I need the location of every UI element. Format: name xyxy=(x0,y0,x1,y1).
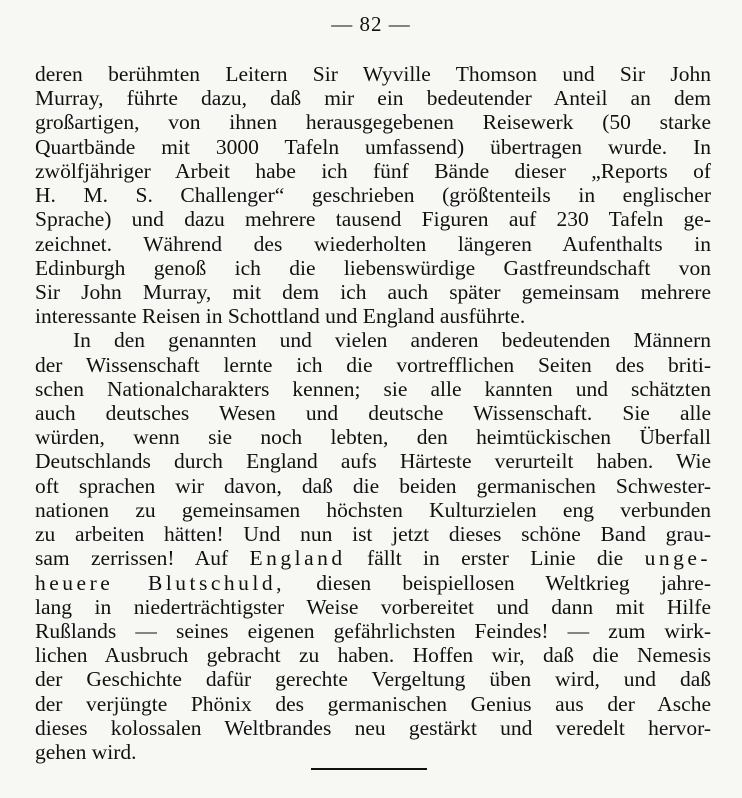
text-segment: diesen beispiellosen Weltkrieg jahre- xyxy=(316,570,711,595)
text-segment: fällt in erster Linie die xyxy=(367,546,624,571)
text-line: der Wissenschaft lernte ich die vortrefflichen Seiten des briti- xyxy=(35,352,711,377)
text-line: oft sprachen wir davon, daß die beiden germanischen Schwester- xyxy=(35,473,711,498)
text-line: zwölfjähriger Arbeit habe ich fünf Bände dieser „Reports of xyxy=(35,158,711,183)
text-line: auch deutsches Wesen und deutsche Wissenschaft. Sie alle xyxy=(35,401,711,425)
text-line: In den genannten und vielen anderen bedeutenden Männern xyxy=(73,328,711,353)
text-line: deren berühmten Leitern Sir Wyville Thomson und Sir John xyxy=(35,62,711,86)
text-line: Murray, führte dazu, daß mir ein bedeutender Anteil an dem xyxy=(35,86,711,111)
text-line: der Geschichte dafür gerechte Vergeltung üben wird, und daß xyxy=(35,667,711,692)
text-line: zeichnet. Während des wiederholten längeren Aufenthalts in xyxy=(35,231,711,256)
text-line: schen Nationalcharakters kennen; sie alle kannten und schätzten xyxy=(35,376,711,401)
text-line: Sir John Murray, mit dem ich auch später gemeinsam mehrere xyxy=(35,279,711,304)
text-line: zu arbeiten hätten! Und nun ist jetzt dieses schöne Band grau- xyxy=(35,522,711,547)
text-line: dieses kolossalen Weltbrandes neu gestärkt und veredelt hervor- xyxy=(35,715,711,740)
page-number: — 82 — xyxy=(331,12,411,36)
text-line: Sprache) und dazu mehrere tausend Figuren auf 230 Tafeln ge- xyxy=(35,207,711,232)
text-line: Quartbände mit 3000 Tafeln umfassend) übertragen wurde. In xyxy=(35,134,711,159)
text-line: Deutschlands durch England aufs Härteste verurteilt haben. Wie xyxy=(35,449,711,474)
end-rule xyxy=(311,768,427,770)
text-line: nationen zu gemeinsamen höchsten Kulturzielen eng verbunden xyxy=(35,497,711,522)
text-line: H. M. S. Challenger“ geschrieben (größtenteils in englischer xyxy=(35,183,711,208)
text-line: großartigen, von ihnen herausgegebenen Reisewerk (50 starke xyxy=(35,110,711,135)
text-line: lichen Ausbruch gebracht zu haben. Hoffen wir, daß die Nemesis xyxy=(35,643,711,668)
text-line: Rußlands — seines eigenen gefährlichsten Feindes! — zum wirk- xyxy=(35,618,711,643)
text-line xyxy=(35,571,711,595)
spaced-emphasis: England xyxy=(249,546,346,571)
spaced-emphasis: heuere Blutschuld, xyxy=(35,570,286,595)
text-segment: sam zerrissen! Auf xyxy=(35,546,229,571)
text-line: lang in niederträchtigster Weise vorbereitet und dann mit Hilfe xyxy=(35,594,711,619)
text-line: interessante Reisen in Schottland und England ausführte. xyxy=(35,304,526,329)
spaced-emphasis: unge- xyxy=(644,546,711,571)
text-line: Edinburgh genoß ich die liebenswürdige Gastfreundschaft von xyxy=(35,255,711,280)
text-line: der verjüngte Phönix des germanischen Genius aus der Asche xyxy=(35,691,711,716)
text-line xyxy=(35,546,711,570)
text-line: gehen wird. xyxy=(35,740,137,764)
text-line: würden, wenn sie noch lebten, den heimtückischen Überfall xyxy=(35,425,711,450)
